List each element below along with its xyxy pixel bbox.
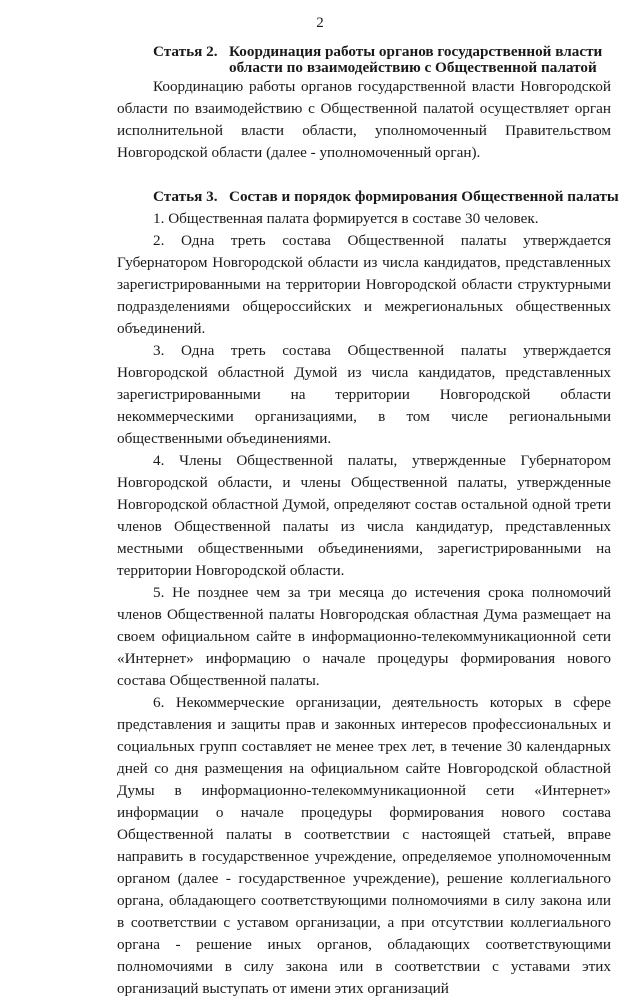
article-2-number: Статья 2.	[153, 43, 218, 60]
article-3-paragraph-3: 3. Одна треть состава Общественной палаты утверждается Новгородской областной Думой из числа кандидатов, представленных зарегистрированными на территории Новгородской области некоммерческими организациями, в том числе региональными общественными объединениями.	[117, 342, 611, 447]
article-3-paragraph-5: 5. Не позднее чем за три месяца до истечения срока полномочий членов Общественной палаты Новгородская областная Дума размещает на своем официальном сайте в информационно-телекоммуникационной сети «Интернет» информацию о начале процедуры формирования нового состава Общественной палаты.	[117, 584, 611, 689]
article-2-paragraph-1: Координацию работы органов государственной власти Новгородской области по взаимодействию с Общественной палатой осуществляет орган исполнительной власти области, уполномоченный Правительством Новгородской области (далее - уполномоченный орган).	[117, 78, 611, 161]
article-2-heading	[117, 44, 611, 76]
article-3-paragraph-1: 1. Общественная палата формируется в составе 30 человек.	[153, 210, 539, 227]
document-body	[117, 43, 619, 1000]
article-2-title: Координация работы органов государственной власти области по взаимодействию с Общественной палатой	[229, 43, 603, 76]
article-3-heading	[117, 188, 619, 205]
article-3-paragraph-6: 6. Некоммерческие организации, деятельность которых в сфере представления и защиты прав и законных интересов профессиональных и социальных групп составляет не менее трех лет, в течение 30 календарных дней со дня размещения на официальном сайте Новгородской областной Думы в информационно-телекоммуникационной сети «Интернет» информации о начале процедуры формирования нового состава Общественной палаты в соответствии с настоящей статьей, вправе направить в государственное учреждение, определяемое уполномоченным органом (далее - государственное учреждение), решение коллегиального органа, обладающего соответствующими полномочиями в силу закона или в соответствии с уставом организации, а при отсутствии коллегиального органа - решение иных органов, обладающих соответствующими полномочиями в силу закона или в соответствии с уставами этих организаций выступать от имени этих организаций	[117, 694, 611, 997]
article-3-paragraph-2: 2. Одна треть состава Общественной палаты утверждается Губернатором Новгородской области из числа кандидатов, представленных зарегистрированными на территории Новгородской области структурными подразделениями общероссийских и межрегиональных общественных объединений.	[117, 232, 611, 337]
article-3-paragraph-4: 4. Члены Общественной палаты, утвержденные Губернатором Новгородской области, и члены Общественной палаты, утвержденные Новгородской областной Думой, определяют состав остальной одной трети членов Общественной палаты из числа кандидатур, представленных местными общественными объединениями, зарегистрированными на территории Новгородской области.	[117, 452, 611, 579]
article-3-number: Статья 3.	[153, 188, 218, 205]
page-number: 2	[316, 15, 324, 31]
article-3-title: Состав и порядок формирования Общественной палаты	[229, 188, 619, 205]
